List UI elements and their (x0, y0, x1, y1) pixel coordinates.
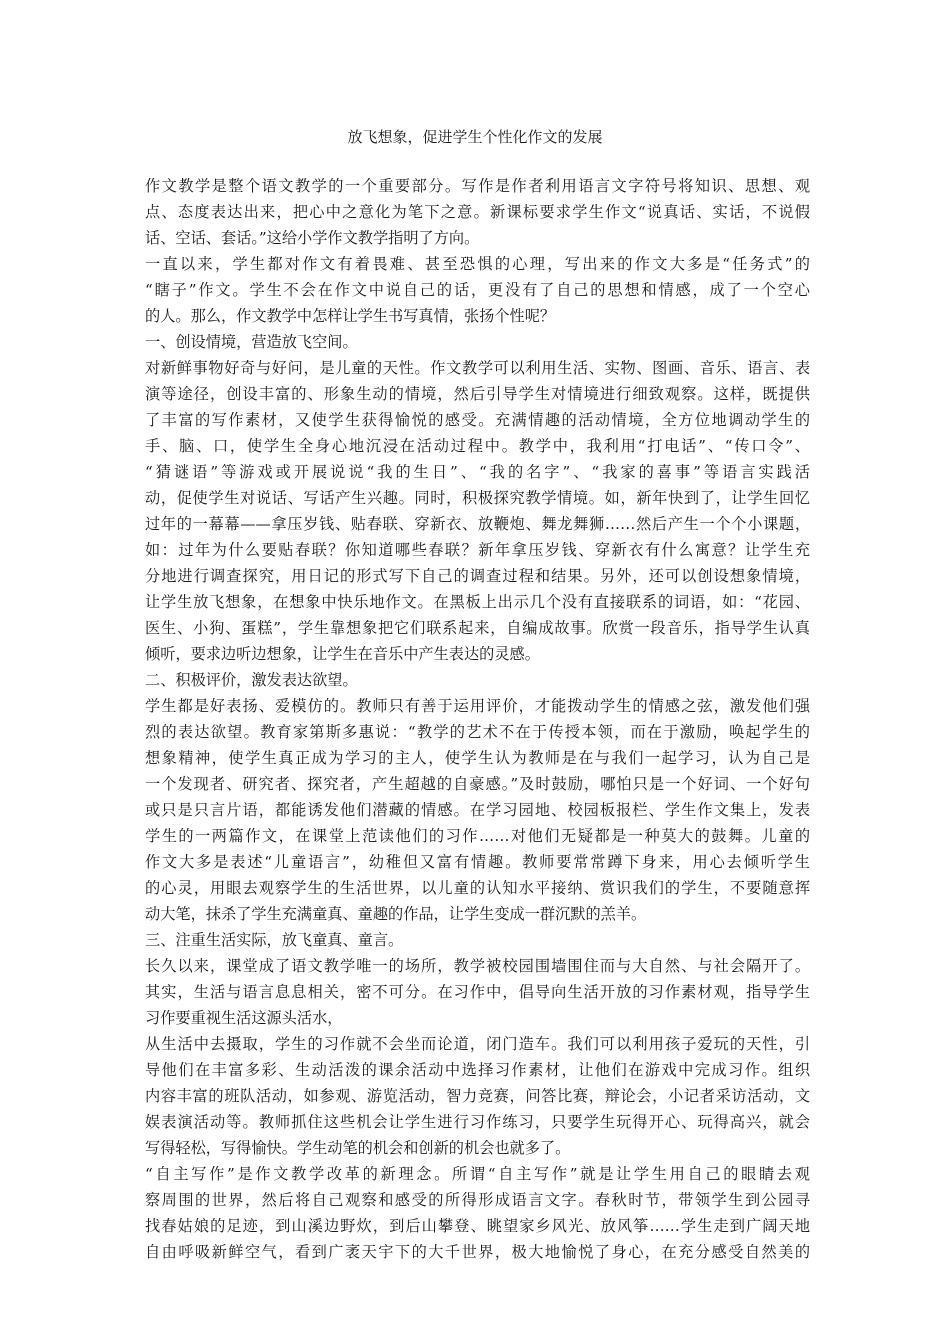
text-line: 学生的一两篇作文，在课堂上范读他们的习作……对他们无疑都是一种莫大的鼓舞。儿童的 (145, 827, 810, 845)
text-line: 导他们在丰富多彩、生动活泼的课余活动中选择习作素材，让他们在游戏中完成习作。组织 (145, 1061, 810, 1079)
text-line: 察周围的世界，然后将自己观察和感受的所得形成语言文字。春秋时节，带领学生到公园寻 (145, 1191, 810, 1209)
text-line: 话、空话、套话。”这给小学作文教学指明了方向。 (145, 229, 480, 247)
text-line: 二、积极评价，激发表达欲望。 (145, 671, 358, 689)
text-line: 动，促使学生对说话、写话产生兴趣。同时，积极探究教学情境。如，新年快到了，让学生回忆 (145, 489, 810, 507)
text-line: 学生都是好表扬、爱模仿的。教师只有善于运用评价，才能拨动学生的情感之弦，激发他们强 (145, 697, 810, 715)
text-line: 娱表演活动等。教师抓住这些机会让学生进行习作练习，只要学生玩得开心、玩得高兴，就会 (145, 1113, 810, 1131)
text-line: 让学生放飞想象，在想象中快乐地作文。在黑板上出示几个没有直接联系的词语，如：“花园、 (145, 593, 810, 611)
text-line: 写得轻松，写得愉快。学生动笔的机会和创新的机会也就多了。 (145, 1139, 571, 1157)
text-line: 倾听，要求边听边想象，让学生在音乐中产生表达的灵感。 (145, 645, 540, 663)
text-line: 内容丰富的班队活动，如参观、游览活动，智力竞赛，问答比赛，辩论会，小记者采访活动，文 (145, 1087, 810, 1105)
text-line: “猜谜语”等游戏或开展说说“我的生日”、“我的名字”、“我家的喜事”等语言实践活 (145, 463, 810, 481)
text-line: 演等途径，创设丰富的、形象生动的情境，然后引导学生对情境进行细致观察。这样，既提供 (145, 385, 810, 403)
text-line: 的人。那么，作文教学中怎样让学生书写真情，张扬个性呢？ (145, 307, 556, 325)
text-line: 点、态度表达出来，把心中之意化为笔下之意。新课标要求学生作文“说真话、实话，不说假 (145, 203, 810, 221)
text-line: 自由呼吸新鲜空气，看到广袤天宇下的大千世界，极大地愉悦了身心，在充分感受自然美的 (145, 1243, 810, 1261)
text-line: 作文教学是整个语文教学的一个重要部分。写作是作者利用语言文字符号将知识、思想、观 (145, 177, 810, 195)
text-line: 对新鲜事物好奇与好问，是儿童的天性。作文教学可以利用生活、实物、图画、音乐、语言、表 (145, 359, 810, 377)
text-line: 如：过年为什么要贴春联？你知道哪些春联？新年拿压岁钱、穿新衣有什么寓意？让学生充 (145, 541, 810, 559)
text-line: 手、脑、口，使学生全身心地沉浸在活动过程中。教学中，我利用“打电话”、“传口令”、 (145, 437, 810, 455)
text-line: 或只是只言片语，都能诱发他们潜藏的情感。在学习园地、校园板报栏、学生作文集上，发表 (145, 801, 810, 819)
text-line: 作文大多是表述“儿童语言”，幼稚但又富有情趣。教师要常常蹲下身来，用心去倾听学生 (145, 853, 810, 871)
text-line: 找春姑娘的足迹，到山溪边野炊，到后山攀登、眺望家乡风光、放风筝……学生走到广阔天地 (145, 1217, 810, 1235)
text-line: 医生、小狗、蛋糕”，学生靠想象把它们联系起来，自编成故事。欣赏一段音乐，指导学生认真 (145, 619, 810, 637)
text-line: 一直以来，学生都对作文有着畏难、甚至恐惧的心理，写出来的作文大多是“任务式”的 (145, 255, 810, 273)
text-line: 三、注重生活实际，放飞童真、童言。 (145, 931, 404, 949)
text-line: 一个发现者、研究者、探究者，产生超越的自豪感。”及时鼓励，哪怕只是一个好词、一个好句 (145, 775, 810, 793)
document-body (145, 173, 810, 1265)
text-line: 分地进行调查探究，用日记的形式写下自己的调查过程和结果。另外，还可以创设想象情境， (145, 567, 810, 585)
text-line: 从生活中去摄取，学生的习作就不会坐而论道，闭门造车。我们可以利用孩子爱玩的天性，引 (145, 1035, 810, 1053)
text-line: 过年的一幕幕——拿压岁钱、贴春联、穿新衣、放鞭炮、舞龙舞狮……然后产生一个个小课题， (145, 515, 810, 533)
text-line: 一、创设情境，营造放飞空间。 (145, 333, 358, 351)
text-line: 长久以来，课堂成了语文教学唯一的场所，教学被校园围墙围住而与大自然、与社会隔开了。 (145, 957, 810, 975)
document-title: 放飞想象，促进学生个性化作文的发展 (347, 128, 603, 146)
text-line: 习作要重视生活这源头活水， (145, 1009, 343, 1027)
text-line: 其实，生活与语言息息相关，密不可分。在习作中，倡导向生活开放的习作素材观，指导学生 (145, 983, 810, 1001)
text-line: 动大笔，抹杀了学生充满童真、童趣的作品，让学生变成一群沉默的羔羊。 (145, 905, 647, 923)
text-line: 烈的表达欲望。教育家第斯多惠说：“教学的艺术不在于传授本领，而在于激励，唤起学生的 (145, 723, 810, 741)
text-line: “自主写作”是作文教学改革的新理念。所谓“自主写作”就是让学生用自己的眼睛去观 (145, 1165, 810, 1183)
text-line: 想象精神，使学生真正成为学习的主人，使学生认为教师是在与我们一起学习，认为自己是 (145, 749, 810, 767)
text-line: “瞎子”作文。学生不会在作文中说自己的话，更没有了自己的思想和情感，成了一个空心 (145, 281, 810, 299)
text-line: 的心灵，用眼去观察学生的生活世界，以儿童的认知水平接纳、赏识我们的学生，不要随意挥 (145, 879, 810, 897)
text-line: 了丰富的写作素材，又使学生获得愉悦的感受。充满情趣的活动情境，全方位地调动学生的 (145, 411, 810, 429)
